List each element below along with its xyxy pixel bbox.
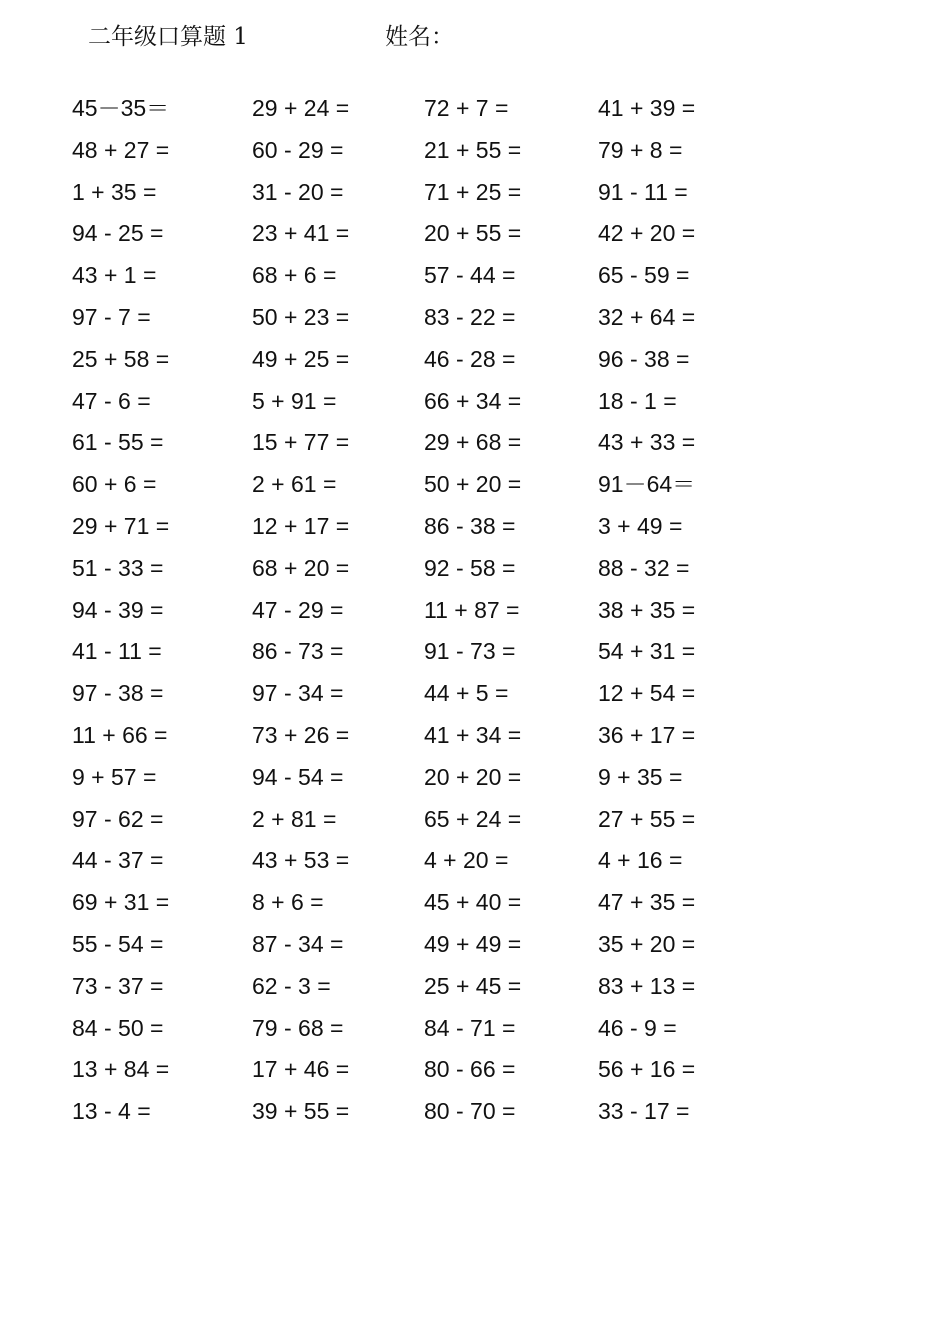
arithmetic-problem: 80 - 66 =	[424, 1056, 516, 1083]
arithmetic-problem: 72 + 7 =	[424, 95, 509, 121]
arithmetic-problem: 60 - 29 =	[252, 136, 344, 163]
arithmetic-problem: 9 + 57 =	[72, 763, 157, 790]
arithmetic-problem: 84 - 50 =	[72, 1014, 164, 1041]
arithmetic-problem: 61 - 55 =	[72, 429, 164, 456]
worksheet-title: 二年级口算题 1	[88, 24, 248, 50]
arithmetic-problem: 2 + 81 =	[252, 805, 337, 832]
arithmetic-problem: 43 + 53 =	[252, 847, 350, 874]
arithmetic-problem: 56 + 16 =	[598, 1056, 696, 1083]
arithmetic-problem: 35 + 20 =	[598, 930, 696, 957]
arithmetic-problem: 47 - 6 =	[72, 387, 151, 414]
arithmetic-problem: 15 + 77 =	[252, 429, 350, 456]
arithmetic-problem: 4 + 20 =	[424, 847, 509, 874]
arithmetic-problem: 97 - 34 =	[252, 680, 344, 707]
arithmetic-problem: 65 - 59 =	[598, 262, 690, 289]
arithmetic-problem: 49 + 25 =	[252, 345, 350, 372]
arithmetic-problem: 1 + 35 =	[72, 178, 157, 205]
arithmetic-problem: 97 - 38 =	[72, 680, 164, 707]
arithmetic-problem: 13 + 84 =	[72, 1056, 170, 1083]
arithmetic-problem: 83 + 13 =	[598, 972, 696, 999]
arithmetic-problem: 45－35＝	[72, 95, 170, 121]
arithmetic-problem: 73 + 26 =	[252, 721, 350, 748]
arithmetic-problem: 68 + 6 =	[252, 262, 337, 289]
arithmetic-problem: 18 - 1 =	[598, 387, 677, 414]
arithmetic-problem: 96 - 38 =	[598, 345, 690, 372]
arithmetic-problem: 41 + 34 =	[424, 721, 522, 748]
arithmetic-problem: 80 - 70 =	[424, 1098, 516, 1125]
arithmetic-problem: 36 + 17 =	[598, 721, 696, 748]
arithmetic-problem: 41 - 11 =	[72, 638, 162, 665]
arithmetic-problem: 47 - 29 =	[252, 596, 344, 623]
arithmetic-problem: 84 - 71 =	[424, 1014, 516, 1041]
arithmetic-problem: 43 + 33 =	[598, 429, 696, 456]
arithmetic-problem: 2 + 61 =	[252, 471, 337, 498]
arithmetic-problem: 54 + 31 =	[598, 638, 696, 665]
name-label: 姓名：	[385, 24, 454, 50]
arithmetic-problem: 17 + 46 =	[252, 1056, 350, 1083]
arithmetic-problem: 13 - 4 =	[72, 1098, 151, 1125]
arithmetic-problem: 43 + 1 =	[72, 262, 157, 289]
arithmetic-problem: 97 - 7 =	[72, 303, 151, 330]
arithmetic-problem: 86 - 38 =	[424, 512, 516, 539]
arithmetic-problem: 25 + 45 =	[424, 972, 522, 999]
arithmetic-problem: 4 + 16 =	[598, 847, 683, 874]
arithmetic-problem: 65 + 24 =	[424, 805, 522, 832]
arithmetic-problem: 79 + 8 =	[598, 136, 683, 163]
arithmetic-problem: 32 + 64 =	[598, 303, 696, 330]
arithmetic-problem: 88 - 32 =	[598, 554, 690, 581]
arithmetic-problem: 41 + 39 =	[598, 95, 696, 121]
arithmetic-problem: 94 - 39 =	[72, 596, 164, 623]
arithmetic-problem: 9 + 35 =	[598, 763, 683, 790]
arithmetic-problem: 20 + 20 =	[424, 763, 522, 790]
arithmetic-problem: 49 + 49 =	[424, 930, 522, 957]
arithmetic-problem: 57 - 44 =	[424, 262, 516, 289]
arithmetic-problem: 25 + 58 =	[72, 345, 170, 372]
arithmetic-problem: 45 + 40 =	[424, 889, 522, 916]
arithmetic-problem: 69 + 31 =	[72, 889, 170, 916]
arithmetic-problem: 44 - 37 =	[72, 847, 164, 874]
arithmetic-problem: 92 - 58 =	[424, 554, 516, 581]
arithmetic-problem: 11 + 87 =	[424, 596, 520, 623]
arithmetic-problem: 55 - 54 =	[72, 930, 164, 957]
arithmetic-problem: 12 + 54 =	[598, 680, 696, 707]
arithmetic-problem: 23 + 41 =	[252, 220, 350, 247]
arithmetic-problem: 50 + 20 =	[424, 471, 522, 498]
arithmetic-problem: 94 - 25 =	[72, 220, 164, 247]
arithmetic-problem: 51 - 33 =	[72, 554, 164, 581]
arithmetic-problem: 97 - 62 =	[72, 805, 164, 832]
arithmetic-problem: 62 - 3 =	[252, 972, 331, 999]
arithmetic-problem: 44 + 5 =	[424, 680, 509, 707]
arithmetic-problem: 5 + 91 =	[252, 387, 337, 414]
arithmetic-problem: 27 + 55 =	[598, 805, 696, 832]
arithmetic-problem: 87 - 34 =	[252, 930, 344, 957]
arithmetic-problem: 21 + 55 =	[424, 136, 522, 163]
arithmetic-problem: 8 + 6 =	[252, 889, 324, 916]
arithmetic-problem: 66 + 34 =	[424, 387, 522, 414]
arithmetic-problem: 79 - 68 =	[252, 1014, 344, 1041]
arithmetic-problem: 11 + 66 =	[72, 721, 168, 748]
arithmetic-problem: 68 + 20 =	[252, 554, 350, 581]
arithmetic-problem: 20 + 55 =	[424, 220, 522, 247]
arithmetic-problem: 48 + 27 =	[72, 136, 170, 163]
arithmetic-problem: 29 + 24 =	[252, 95, 350, 121]
arithmetic-problem: 50 + 23 =	[252, 303, 350, 330]
arithmetic-problem: 46 - 9 =	[598, 1014, 677, 1041]
arithmetic-problem: 3 + 49 =	[598, 512, 683, 539]
arithmetic-problem: 47 + 35 =	[598, 889, 696, 916]
arithmetic-problem: 39 + 55 =	[252, 1098, 350, 1125]
arithmetic-problem: 33 - 17 =	[598, 1098, 690, 1125]
arithmetic-problem: 38 + 35 =	[598, 596, 696, 623]
arithmetic-problem: 29 + 71 =	[72, 512, 170, 539]
arithmetic-problem: 91 - 73 =	[424, 638, 516, 665]
arithmetic-problem: 46 - 28 =	[424, 345, 516, 372]
arithmetic-problem: 71 + 25 =	[424, 178, 522, 205]
arithmetic-problem: 29 + 68 =	[424, 429, 522, 456]
arithmetic-problem: 83 - 22 =	[424, 303, 516, 330]
arithmetic-problem: 60 + 6 =	[72, 471, 157, 498]
arithmetic-problem: 31 - 20 =	[252, 178, 344, 205]
arithmetic-problem: 86 - 73 =	[252, 638, 344, 665]
arithmetic-problem: 12 + 17 =	[252, 512, 350, 539]
arithmetic-problem: 91－64＝	[598, 471, 696, 498]
arithmetic-problem: 91 - 11 =	[598, 178, 688, 205]
problem-grid	[72, 88, 772, 1133]
arithmetic-problem: 73 - 37 =	[72, 972, 164, 999]
arithmetic-problem: 42 + 20 =	[598, 220, 696, 247]
arithmetic-problem: 94 - 54 =	[252, 763, 344, 790]
worksheet-header	[88, 18, 688, 52]
